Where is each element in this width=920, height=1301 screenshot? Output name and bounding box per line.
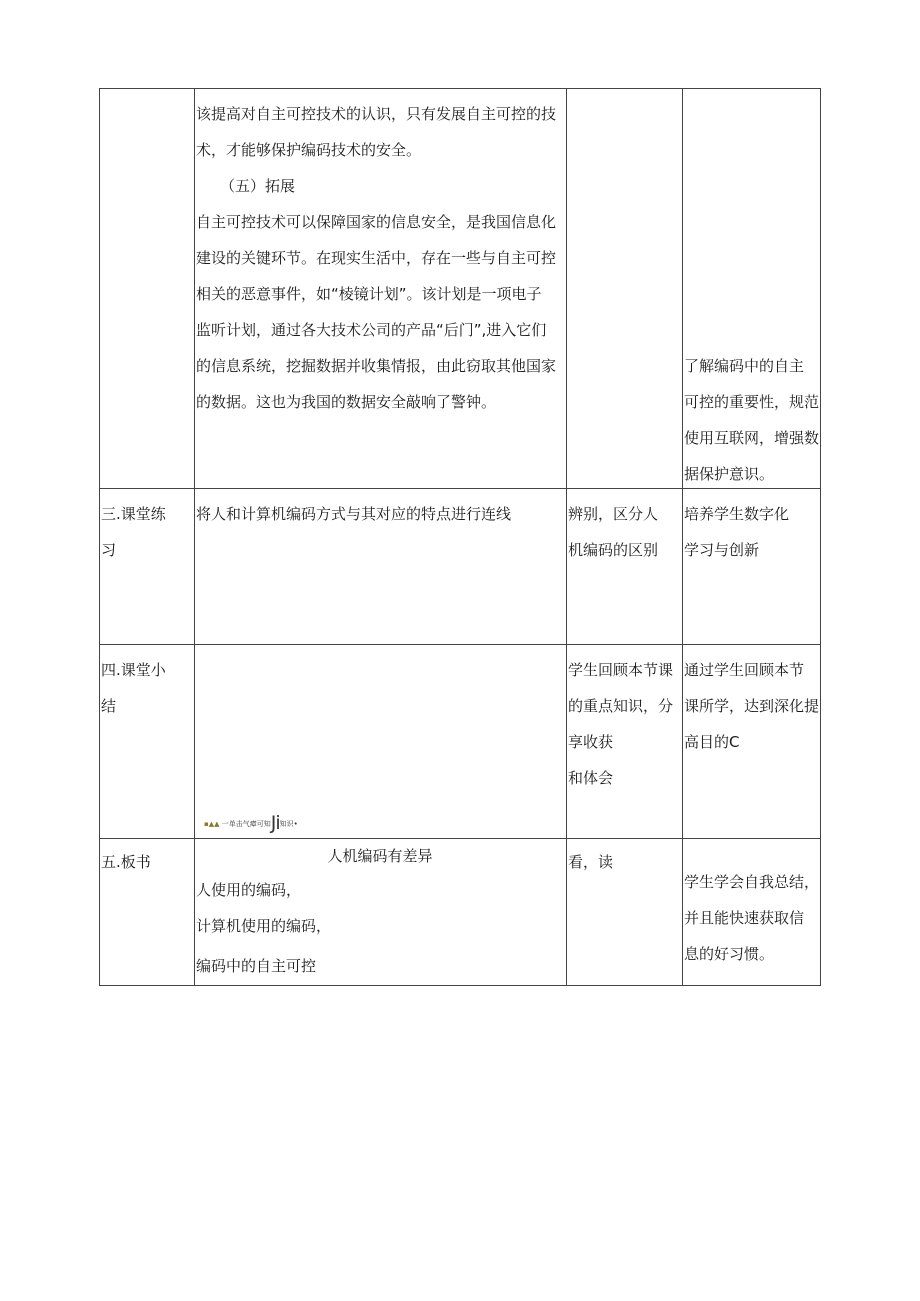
section-heading-extension: （五）拓展 — [220, 177, 296, 195]
board-title: 人机编码有差异 — [327, 847, 433, 865]
intent-text-line: 学习与创新 — [684, 541, 760, 559]
row3-intent-cell — [684, 652, 818, 760]
intent-text-line: 据保护意识。 — [684, 465, 775, 483]
row4-stage-cell — [101, 844, 193, 880]
intent-text-line: 使用互联网，增强数 — [684, 429, 820, 447]
intent-text-line: 可控的重要性，规范 — [684, 393, 820, 411]
intent-text-line: 学生学会自我总结， — [684, 873, 820, 891]
intent-text-line: 培养学生数字化 — [684, 505, 790, 523]
row2-activity-cell — [568, 496, 680, 568]
intent-text-line: 高目的C — [684, 733, 740, 751]
stage-label-line: 结 — [101, 697, 117, 715]
intent-text-line: 课所学，达到深化提 — [684, 697, 820, 715]
content-text-line: 的信息系统，挖掘数据并收集情报，由此窃取其他国家 — [196, 357, 557, 375]
content-text-line: 的数据。这也为我国的数据安全敲响了警钟。 — [196, 393, 497, 411]
row2-stage-cell — [101, 496, 193, 568]
intent-text-line: 通过学生回顾本节 — [684, 661, 805, 679]
table-column-divider — [194, 88, 195, 986]
board-text-line: 人使用的编码， — [196, 881, 302, 899]
intent-text-line: 了解编码中的自主 — [684, 357, 805, 375]
row4-intent-cell — [684, 864, 818, 972]
activity-text-line: 辨别，区分人 — [568, 505, 659, 523]
activity-text-line: 和体会 — [568, 769, 614, 787]
table-border-left — [99, 88, 100, 986]
content-text-line: 术，才能够保护编码技术的安全。 — [196, 141, 422, 159]
content-text-line: 自主可控技术可以保障国家的信息安全，是我国信息化 — [196, 213, 557, 231]
activity-text-line: 机编码的区别 — [568, 541, 659, 559]
content-text-line: 该提高对自主可控技术的认识，只有发展自主可控的技 — [196, 105, 557, 123]
note-text-pre: 一单击气瘴可知 — [221, 820, 271, 828]
table-border-right — [820, 88, 821, 986]
row3-stage-cell — [101, 652, 193, 724]
content-text-line: 相关的恶意事件，如“棱镜计划”。该计划是一项电子 — [196, 285, 542, 303]
stage-label-line: 四.课堂小 — [101, 661, 166, 679]
row2-content-cell — [196, 496, 564, 532]
intent-text-line: 并且能快速获取信 — [684, 909, 805, 927]
board-text-line: 计算机使用的编码， — [196, 917, 332, 935]
row4-content-cell — [196, 838, 564, 986]
content-text-line: 监听计划，通过各大技术公司的产品“后门”,进入它们 — [196, 321, 547, 339]
table-border-top — [99, 88, 821, 89]
row1-content-cell — [196, 96, 564, 420]
activity-text-line: 学生回顾本节课 — [568, 661, 674, 679]
table-row-divider — [99, 644, 821, 645]
activity-text-line: 享收获 — [568, 733, 614, 751]
note-marker-icon: ▪▲▲ — [204, 820, 220, 828]
activity-text-line: 看，读 — [568, 853, 614, 871]
embedded-click-note — [204, 812, 298, 834]
table-column-divider — [682, 88, 683, 986]
stage-label-line: 习 — [101, 541, 117, 559]
note-text-big: Ji — [270, 812, 280, 834]
note-text-post: 知识• — [279, 820, 298, 828]
row4-activity-cell — [568, 844, 680, 880]
row1-intent-cell — [684, 348, 818, 492]
stage-label-line: 五.板书 — [101, 853, 151, 871]
content-text-line: 建设的关键环节。在现实生活中，存在一些与自主可控 — [196, 249, 557, 267]
row2-intent-cell — [684, 496, 818, 568]
table-column-divider — [566, 88, 567, 986]
content-text-line: 将人和计算机编码方式与其对应的特点进行连线 — [196, 505, 512, 523]
stage-label-line: 三.课堂练 — [101, 505, 166, 523]
intent-text-line: 息的好习惯。 — [684, 945, 775, 963]
row3-activity-cell — [568, 652, 680, 796]
board-text-line: 编码中的自主可控 — [196, 957, 317, 975]
activity-text-line: 的重点知识，分 — [568, 697, 674, 715]
